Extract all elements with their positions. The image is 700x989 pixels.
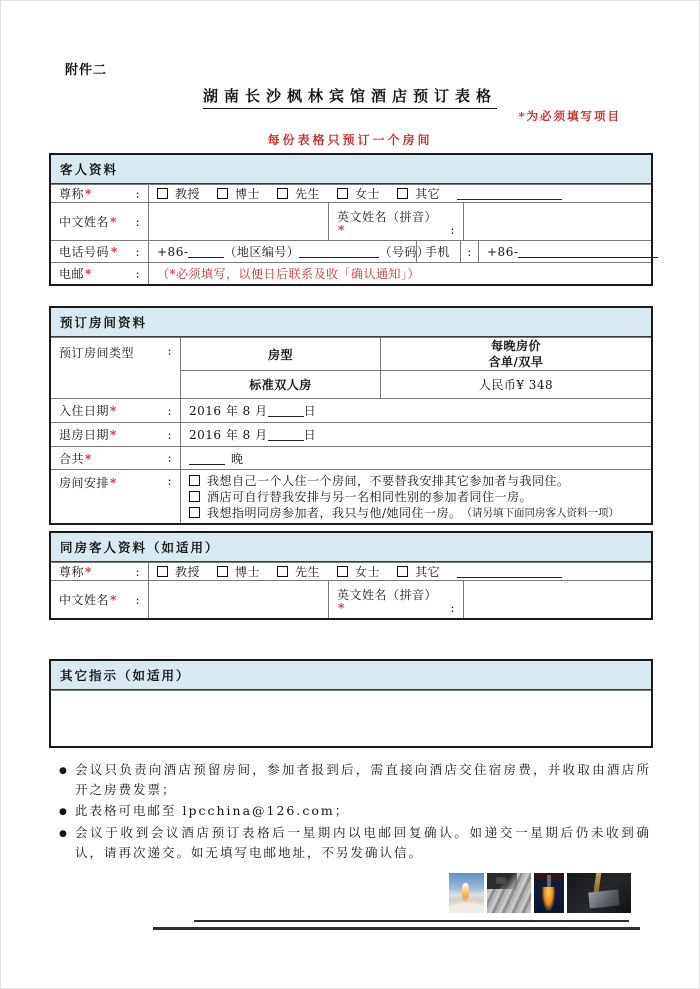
room-type-grid: [180, 338, 651, 398]
other-instructions-section-header: 其它指示（如适用）: [51, 661, 651, 690]
checkbox-ms[interactable]: [337, 188, 348, 199]
required-star: *: [85, 187, 92, 201]
required-star: *: [110, 428, 117, 442]
checkbox-hotel-assign-roommate[interactable]: [189, 491, 200, 502]
roommate-english-name-input[interactable]: [463, 581, 651, 618]
footer-divider-top: [194, 920, 629, 922]
room-info-table: [49, 306, 653, 525]
checkbox-other[interactable]: [397, 566, 408, 577]
checkout-row: [51, 422, 651, 446]
guest-salutation-row: [51, 184, 651, 202]
checkbox-mr[interactable]: [277, 188, 288, 199]
guest-name-row: [51, 202, 651, 240]
guest-info-section-header: 客人资料: [51, 155, 651, 184]
required-star: *: [338, 600, 345, 615]
guest-chinese-name-label: 中文姓名* :: [59, 214, 140, 229]
guest-mobile-input-area: +86-: [478, 241, 666, 262]
note-item: ● 会议只负责向酒店预留房间，参加者报到后，需直接向酒店交住宿房费，并收取由酒店所开之房费发票；: [59, 760, 651, 800]
guest-email-row: [51, 262, 651, 284]
checkbox-professor[interactable]: [157, 188, 168, 199]
roommate-english-name-label: 英文姓名（拼音） * :: [328, 581, 463, 618]
guest-salutation-label: 尊称* :: [59, 186, 140, 201]
guest-mobile-label: 手机: [416, 241, 460, 262]
room-info-section-header: 预订房间资料: [51, 308, 651, 337]
bullet-icon: ●: [59, 807, 67, 817]
checkout-value: 2016 年 8 月 日: [180, 423, 651, 446]
guest-info-table: [49, 153, 653, 286]
required-star: *: [85, 565, 92, 579]
cnc-drilling-photo: [567, 873, 631, 913]
checkbox-mr[interactable]: [277, 566, 288, 577]
guest-phone-row: [51, 240, 651, 262]
roommate-salutation-options: 教授 博士 先生 女士 其它: [148, 563, 651, 580]
other-instructions-table: [49, 659, 653, 748]
roommate-chinese-name-label: 中文姓名* :: [59, 592, 140, 607]
bullet-icon: ●: [59, 829, 67, 839]
roommate-info-table: [49, 531, 653, 620]
checkbox-doctor[interactable]: [217, 566, 228, 577]
checkout-label: 退房日期* :: [59, 427, 172, 442]
other-instructions-input[interactable]: [51, 691, 651, 746]
other-salutation-blank[interactable]: [457, 187, 562, 200]
room-type-column-header: 房型: [180, 338, 380, 370]
required-star: *: [110, 215, 117, 229]
roommate-salutation-row: [51, 562, 651, 580]
note-item: ● 此表格可电邮至 lpcchina@126.com；: [59, 801, 651, 822]
checkbox-professor[interactable]: [157, 566, 168, 577]
checkin-day-blank[interactable]: [268, 404, 304, 417]
other-instructions-body: [51, 690, 651, 746]
footer-notes: [59, 760, 651, 864]
nights-blank[interactable]: [189, 452, 225, 465]
guest-english-name-label: 英文姓名（拼音） * :: [328, 203, 463, 240]
roommate-chinese-name-input[interactable]: [148, 581, 328, 618]
price-column-header: 每晚房价 含单/双早: [380, 338, 651, 370]
guest-phone-label: 电话号码 * :: [59, 244, 140, 259]
checkout-day-blank[interactable]: [268, 428, 304, 441]
note-item: ● 会议于收到会议酒店预订表格后一星期内以电邮回复确认。如递交一星期后仍未收到确认，请再次递交。如无填写电邮地址，不另发确认信。: [59, 823, 651, 863]
room-type-value: 标准双人房: [180, 371, 380, 398]
total-nights-label: 合共* :: [59, 451, 172, 466]
checkbox-specify-roommate[interactable]: [189, 507, 200, 518]
room-type-row: [51, 337, 651, 398]
guest-english-name-input[interactable]: [463, 203, 651, 240]
guest-phone-input-area: +86- （地区编号） （号码）: [148, 241, 416, 262]
required-star: *: [338, 222, 345, 237]
area-code-blank[interactable]: [188, 245, 224, 258]
checkin-value: 2016 年 8 月 日: [180, 399, 651, 422]
total-nights-value: 晚: [180, 447, 651, 469]
laser-welding-photo: [534, 873, 564, 913]
checkin-label: 入住日期* :: [59, 403, 172, 418]
required-star: *: [110, 476, 117, 490]
required-star: *: [110, 404, 117, 418]
roommate-info-section-header: 同房客人资料（如适用）: [51, 533, 651, 562]
roommate-salutation-label: 尊称* :: [59, 564, 140, 579]
total-nights-row: [51, 446, 651, 469]
checkin-row: [51, 398, 651, 422]
footer-divider-bottom: [153, 927, 640, 930]
bullet-icon: ●: [59, 766, 67, 776]
mobile-number-blank[interactable]: [518, 245, 658, 258]
rocket-launch-photo: [449, 873, 484, 913]
other-salutation-blank[interactable]: [457, 565, 562, 578]
room-type-label: 预订房间类型 :: [59, 344, 172, 360]
attachment-label: 附件二: [65, 63, 108, 78]
room-price-value: 人民币¥ 348: [380, 371, 651, 398]
required-star: *: [85, 267, 92, 281]
checkbox-other[interactable]: [397, 188, 408, 199]
phone-number-blank[interactable]: [299, 245, 379, 258]
footer-photo-strip: [449, 873, 631, 913]
checkbox-ms[interactable]: [337, 566, 348, 577]
guest-email-input-area[interactable]: （*必须填写，以便日后联系及收「确认通知」）: [148, 263, 651, 284]
mobile-colon: :: [460, 241, 478, 262]
one-room-per-form-note: 每份表格只预订一个房间: [267, 133, 433, 147]
metal-machining-photo: [487, 873, 531, 913]
required-fields-note: *为必须填写项目: [518, 109, 621, 123]
roommate-name-row: [51, 580, 651, 618]
guest-chinese-name-input[interactable]: [148, 203, 328, 240]
checkbox-single-occupancy[interactable]: [189, 475, 200, 486]
required-star: *: [110, 593, 117, 607]
checkbox-doctor[interactable]: [217, 188, 228, 199]
required-star: *: [85, 451, 92, 466]
room-arrangement-options: 我想自己一个人住一个房间，不要替我安排其它参加者与我同住。 酒店可自行替我安排与另一名相同性别的参加者同住一房。 我想指明同房参加者，我只与他/她同住一房。 （请另填下面同房客人资料一项）: [180, 470, 651, 523]
page-title: 湖南长沙枫林宾馆酒店预订表格: [1, 85, 699, 106]
room-arrangement-row: [51, 469, 651, 523]
room-arrangement-label: 房间安排* :: [59, 474, 172, 490]
guest-email-label: 电邮* :: [59, 266, 140, 281]
guest-salutation-options: 教授 博士 先生 女士 其它: [148, 185, 651, 202]
